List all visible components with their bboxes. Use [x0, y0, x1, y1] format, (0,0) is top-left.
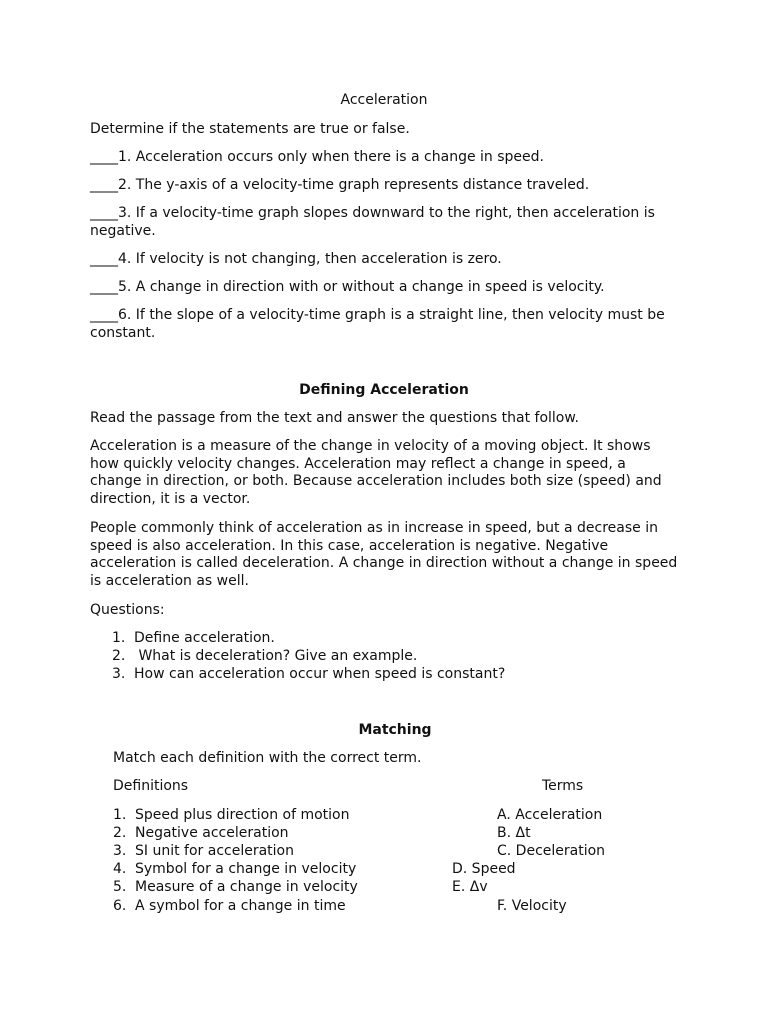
term-e: E. Δv: [452, 879, 488, 895]
defining-passage-2: People commonly think of acceleration as in increase in speed, but a decrease in speed is also acceleration. In this case, acceleration is negative. Negative acceleration is called deceleration. A change in direction without a change in speed is acceleration as well.: [90, 520, 678, 589]
defining-heading: Defining Acceleration: [299, 382, 469, 398]
definition-5: 5. Measure of a change in velocity: [113, 879, 358, 895]
definition-6: 6. A symbol for a change in time: [113, 898, 346, 914]
tf-item-3: ____3. If a velocity-time graph slopes downward to the right, then acceleration is negative.: [90, 205, 655, 239]
matching-instructions: Match each definition with the correct term.: [113, 750, 422, 766]
question-1: 1. Define acceleration.: [112, 630, 275, 646]
worksheet-title: Acceleration: [340, 92, 428, 108]
tf-item-1: ____1. Acceleration occurs only when there is a change in speed.: [90, 149, 544, 165]
definition-4: 4. Symbol for a change in velocity: [113, 861, 357, 877]
definitions-header: Definitions: [113, 778, 189, 794]
term-b: B. Δt: [497, 825, 531, 841]
term-a: A. Acceleration: [497, 807, 603, 823]
definition-1: 1. Speed plus direction of motion: [113, 807, 350, 823]
defining-instructions: Read the passage from the text and answer the questions that follow.: [90, 410, 579, 426]
question-2: 2. What is deceleration? Give an example.: [112, 648, 418, 664]
tf-item-4: ____4. If velocity is not changing, then acceleration is zero.: [90, 251, 502, 267]
terms-header: Terms: [542, 778, 584, 794]
term-f: F. Velocity: [497, 898, 567, 914]
question-3: 3. How can acceleration occur when speed is constant?: [112, 666, 506, 682]
tf-item-2: ____2. The y-axis of a velocity-time graph represents distance traveled.: [90, 177, 590, 193]
defining-passage-1: Acceleration is a measure of the change in velocity of a moving object. It shows how quickly velocity changes. Acceleration may reflect a change in speed, a change in direction, or both. Because acceleration includes both size (speed) and direction, it is a vector.: [90, 438, 662, 507]
definition-3: 3. SI unit for acceleration: [113, 843, 294, 859]
questions-label: Questions:: [90, 602, 165, 618]
matching-heading: Matching: [358, 722, 432, 738]
tf-item-6: ____6. If the slope of a velocity-time graph is a straight line, then velocity must be constant.: [90, 307, 665, 341]
tf-instructions: Determine if the statements are true or false.: [90, 121, 410, 137]
term-c: C. Deceleration: [497, 843, 606, 859]
definition-2: 2. Negative acceleration: [113, 825, 289, 841]
tf-item-5: ____5. A change in direction with or without a change in speed is velocity.: [90, 279, 605, 295]
term-d: D. Speed: [452, 861, 516, 877]
